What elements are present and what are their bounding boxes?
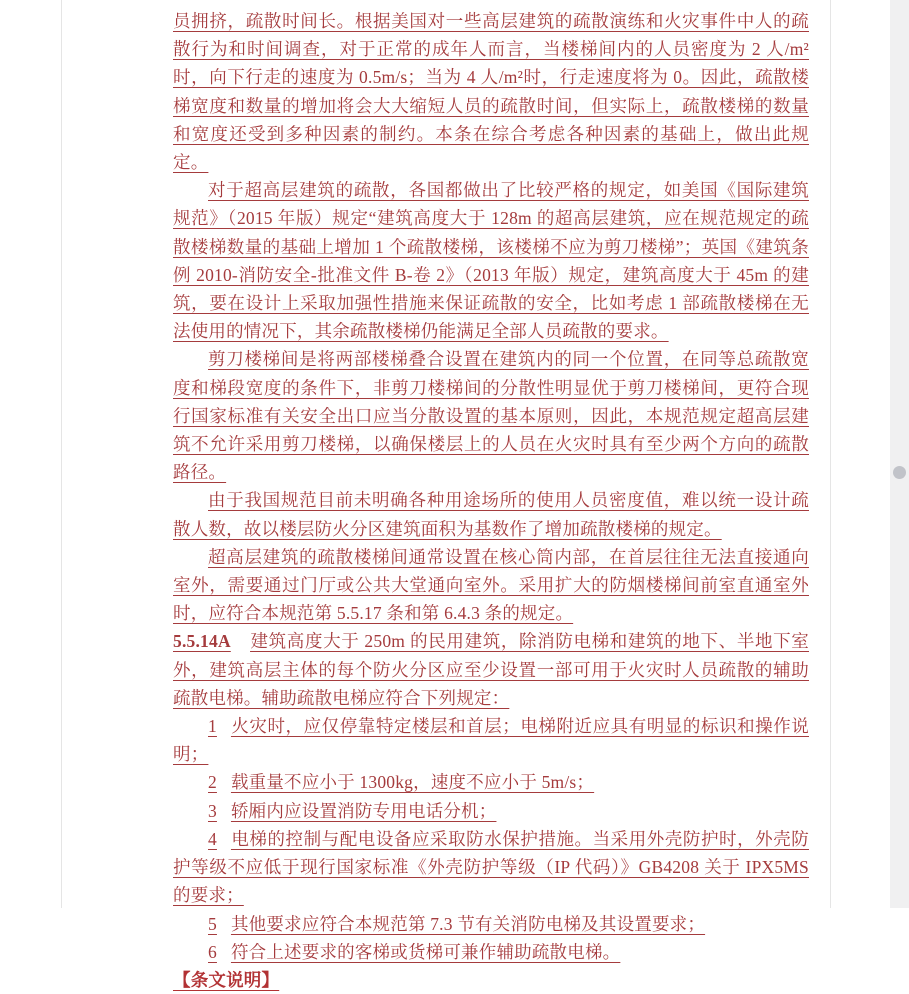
list-item (173, 825, 809, 910)
list-item-number: 4 (208, 828, 217, 849)
clause-number: 5.5.14A (173, 631, 231, 652)
list-item (173, 797, 809, 825)
commentary-heading: 【条文说明】 (173, 969, 280, 990)
list-item-number: 1 (208, 716, 217, 737)
list-item (173, 768, 809, 796)
list-item-number: 6 (208, 941, 217, 962)
clause-paragraph (173, 627, 809, 712)
body-paragraph: 对于超高层建筑的疏散，各国都做出了比较严格的规定，如美国《国际建筑规范》（2015 年版）规定“建筑高度大于 128m 的超高层建筑，应在规范规定的疏散楼梯数量的基础上增加 1 个疏散楼梯，该楼梯不应为剪刀楼梯”；英国《建筑条例 2010-消防安全-批准文件 B-卷 2》（2013 年版）规定，建筑高度大于 45m 的建筑，要在设计上采取加强性措施来保证疏散的安全，比如考虑 1 部疏散楼梯在无法使用的情况下，其余疏散楼梯仍能满足全部人员疏散的要求。 (173, 180, 809, 342)
body-paragraph: 员拥挤，疏散时间长。根据美国对一些高层建筑的疏散演练和火灾事件中人的疏散行为和时间调查，对于正常的成年人而言，当楼梯间内的人员密度为 2 人/m²时，向下行走的速度为 0.5m/s；当为 4 人/m²时，行走速度将为 0。因此，疏散楼梯宽度和数量的增加将会大大缩短人员的疏散时间，但实际上，疏散楼梯的数量和宽度还受到多种因素的制约。本条在综合考虑各种因素的基础上，做出此规定。 (173, 11, 809, 173)
page-left-edge-line (61, 0, 62, 908)
document-page-text (173, 7, 809, 994)
list-item (173, 938, 809, 966)
list-item-text: 其他要求应符合本规范第 7.3 节有关消防电梯及其设置要求； (230, 913, 706, 934)
list-item-number: 2 (208, 772, 217, 793)
list-item-text: 火灾时，应仅停靠特定楼层和首层；电梯附近应具有明显的标识和操作说明； (173, 716, 809, 765)
page-right-edge-line (830, 0, 831, 908)
list-item (173, 712, 809, 768)
list-item-number: 3 (208, 800, 217, 821)
body-paragraph: 超高层建筑的疏散楼梯间通常设置在核心筒内部，在首层往往无法直接通向室外，需要通过门厅或公共大堂通向室外。采用扩大的防烟楼梯间前室直通室外时，应符合本规范第 5.5.17 条和第 6.4.3 条的规定。 (173, 546, 809, 624)
list-item-text: 电梯的控制与配电设备应采取防水保护措施。当采用外壳防护时，外壳防护等级不应低于现行国家标准《外壳防护等级（IP 代码）》GB4208 关于 IPX5MS 的要求； (173, 828, 809, 906)
list-item-text: 符合上述要求的客梯或货梯可兼作辅助疏散电梯。 (230, 941, 621, 962)
body-paragraph: 由于我国规范目前未明确各种用途场所的使用人员密度值，难以统一设计疏散人数，故以楼层防火分区建筑面积为基数作了增加疏散楼梯的规定。 (173, 490, 809, 539)
clause-text: 建筑高度大于 250m 的民用建筑，除消防电梯和建筑的地下、半地下室外，建筑高层主体的每个防火分区应至少设置一部可用于火灾时人员疏散的辅助疏散电梯。辅助疏散电梯应符合下列规定： (173, 631, 809, 708)
list-item-text: 轿厢内应设置消防专用电话分机； (230, 800, 497, 821)
list-item (173, 910, 809, 938)
list-item-text: 载重量不应小于 1300kg，速度不应小于 5m/s； (230, 772, 595, 793)
scrollbar-thumb[interactable] (893, 466, 906, 479)
scrollbar-track[interactable] (890, 0, 909, 908)
list-item-number: 5 (208, 913, 217, 934)
body-paragraph: 剪刀楼梯间是将两部楼梯叠合设置在建筑内的同一个位置，在同等总疏散宽度和梯段宽度的条件下，非剪刀楼梯间的分散性明显优于剪刀楼梯间，更符合现行国家标准有关安全出口应当分散设置的基本原则，因此，本规范规定超高层建筑不允许采用剪刀楼梯，以确保楼层上的人员在火灾时具有至少两个方向的疏散路径。 (173, 349, 809, 483)
